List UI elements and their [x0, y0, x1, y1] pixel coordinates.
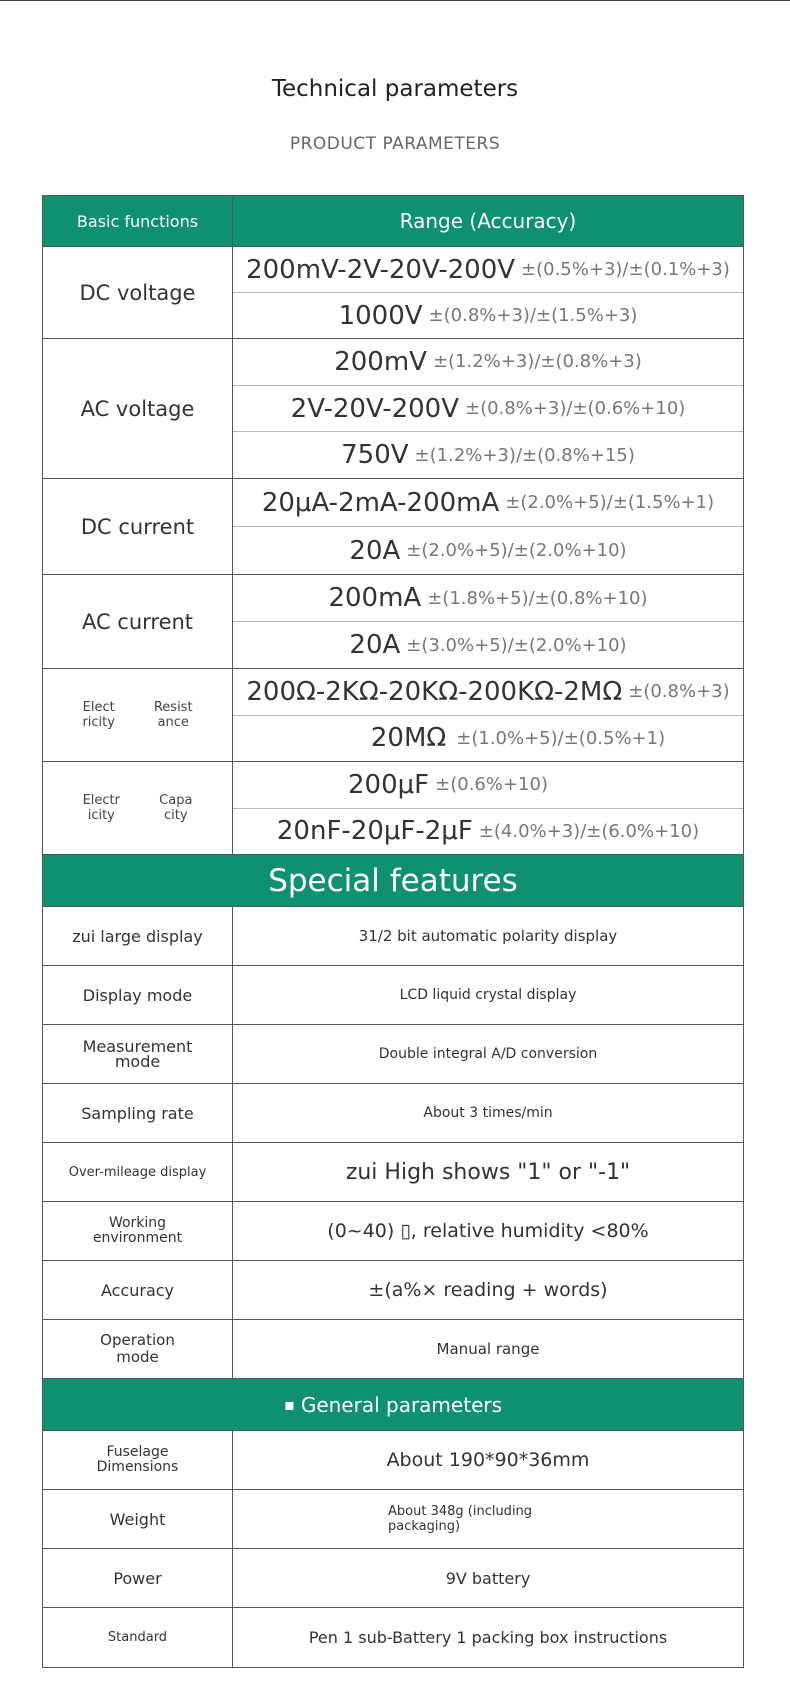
top-border-line	[0, 0, 790, 1]
table-row	[43, 907, 743, 966]
table-row	[43, 1143, 743, 1202]
table-row-dc-voltage	[43, 247, 743, 339]
bullet-icon: ▪	[283, 1395, 295, 1414]
range-item: 200mV-2V-20V-200V ±(0.5%+3)/±(0.1%+3)	[233, 247, 743, 293]
header-basic-functions: Basic functions	[43, 196, 233, 246]
table-row	[43, 1084, 743, 1143]
table-row	[43, 1025, 743, 1084]
spec-label: Fuselage Dimensions	[43, 1431, 233, 1489]
spec-value: 9V battery	[445, 1568, 531, 1588]
table-row	[43, 1431, 743, 1490]
spec-value: Pen 1 sub-Battery 1 packing box instructions	[308, 1628, 668, 1647]
range-item: 20A ±(2.0%+5)/±(2.0%+10)	[349, 535, 627, 566]
table-row	[43, 1549, 743, 1608]
table-row	[43, 1608, 743, 1667]
header-range-accuracy: Range (Accuracy)	[399, 209, 577, 233]
function-label: DC current	[43, 479, 233, 574]
spec-value: (0~40) ▯, relative humidity <80%	[327, 1220, 649, 1242]
spec-label: Display mode	[43, 966, 233, 1024]
range-item: 20nF-20μF-2μF ±(4.0%+3)/±(6.0%+10)	[276, 816, 700, 847]
range-item: 20μA-2mA-200mA ±(2.0%+5)/±(1.5%+1)	[233, 479, 743, 527]
parameters-table	[42, 195, 744, 1668]
spec-label: Power	[43, 1549, 233, 1607]
range-item: 20MΩ ±(1.0%+5)/±(0.5%+1)	[370, 723, 666, 754]
spec-value: zui High shows "1" or "-1"	[345, 1159, 631, 1185]
table-row-capacity	[43, 762, 743, 855]
spec-value: 31/2 bit automatic polarity display	[358, 927, 618, 945]
table-row	[43, 1202, 743, 1261]
table-row-resistance	[43, 669, 743, 762]
spec-value: Manual range	[436, 1340, 540, 1358]
function-label: DC voltage	[43, 247, 233, 338]
range-item: 2V-20V-200V ±(0.8%+3)/±(0.6%+10)	[233, 386, 743, 433]
function-label: Elect ricity Resist ance	[43, 669, 233, 761]
table-row	[43, 1490, 743, 1549]
table-row	[43, 1261, 743, 1320]
spec-label: Sampling rate	[43, 1084, 233, 1142]
range-item: 20A ±(3.0%+5)/±(2.0%+10)	[349, 630, 627, 660]
spec-value: About 190*90*36mm	[386, 1449, 590, 1471]
spec-label: Over-mileage display	[43, 1143, 233, 1201]
table-row-ac-current	[43, 575, 743, 669]
spec-value: LCD liquid crystal display	[399, 987, 577, 1003]
range-item: 200mA ±(1.8%+5)/±(0.8%+10)	[233, 575, 743, 622]
range-item: 1000V ±(0.8%+3)/±(1.5%+3)	[338, 300, 638, 331]
function-label: AC current	[43, 575, 233, 668]
spec-label: Weight	[43, 1490, 233, 1548]
function-label: Electr icity Capa city	[43, 762, 233, 854]
spec-label: Accuracy	[43, 1261, 233, 1319]
page-subtitle: PRODUCT PARAMETERS	[289, 134, 501, 154]
table-row-ac-voltage	[43, 339, 743, 479]
spec-value: Double integral A/D conversion	[378, 1046, 598, 1062]
range-item: 200μF ±(0.6%+10)	[233, 762, 743, 809]
spec-value: About 3 times/min	[423, 1105, 553, 1121]
table-row-dc-current	[43, 479, 743, 575]
spec-label: Operation mode	[43, 1320, 233, 1378]
spec-label: Measurement mode	[43, 1025, 233, 1083]
range-item: 200mV ±(1.2%+3)/±(0.8%+3)	[233, 339, 743, 386]
range-item: 200Ω-2KΩ-20KΩ-200KΩ-2MΩ ±(0.8%+3)	[233, 669, 743, 716]
special-features-heading: Special features	[43, 855, 743, 907]
spec-label: Standard	[43, 1608, 233, 1667]
table-row	[43, 966, 743, 1025]
range-item: 750V ±(1.2%+3)/±(0.8%+15)	[341, 440, 635, 471]
spec-label: zui large display	[43, 907, 233, 965]
spec-value: About 348g (including packaging)	[388, 1504, 533, 1534]
table-header-row	[43, 196, 743, 247]
general-parameters-heading: ▪ General parameters	[43, 1379, 743, 1431]
function-label: AC voltage	[43, 339, 233, 478]
page-title: Technical parameters	[271, 76, 519, 102]
spec-label: Working environment	[43, 1202, 233, 1260]
table-row	[43, 1320, 743, 1379]
spec-value: ±(a%× reading + words)	[368, 1279, 608, 1301]
